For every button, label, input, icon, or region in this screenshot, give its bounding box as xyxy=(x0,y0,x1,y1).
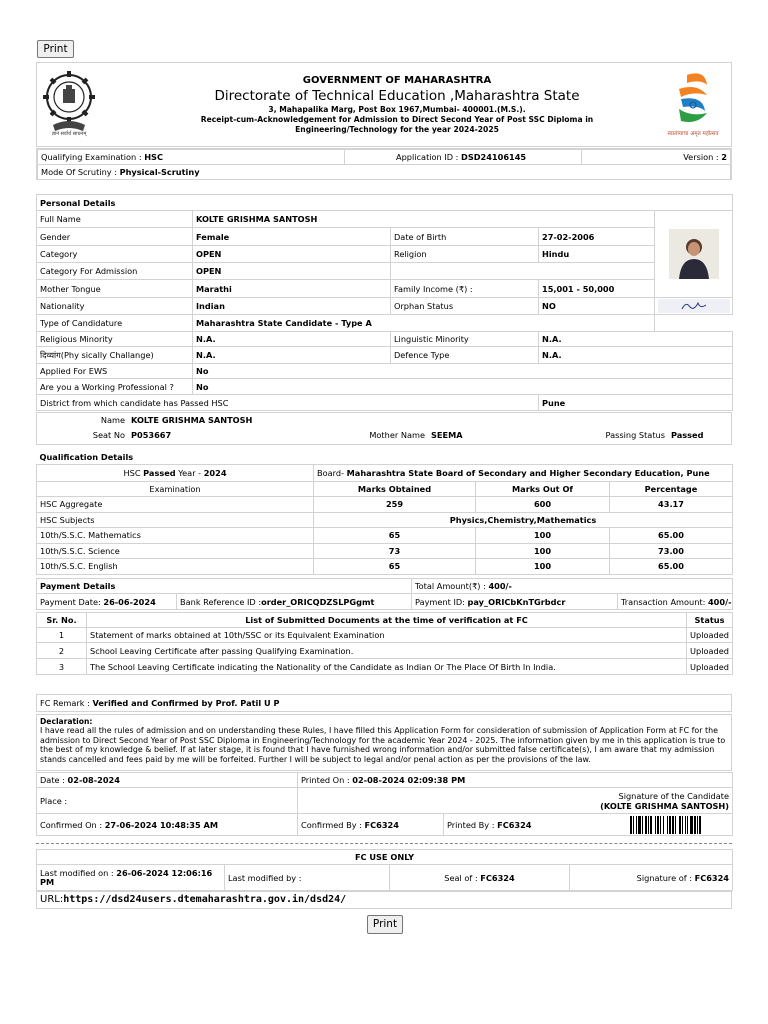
candidate-signature-cell xyxy=(298,788,733,814)
bank-ref-cell xyxy=(177,594,412,610)
barcode-bar xyxy=(645,816,647,834)
confirmed-by-label: Confirmed By : xyxy=(301,819,362,830)
seat-name-label: Name xyxy=(100,414,125,425)
mode-value: Physical-Scrutiny xyxy=(119,167,200,177)
declaration-box xyxy=(36,714,732,771)
district-label: District from which candidate has Passed HSC xyxy=(37,395,539,411)
aggregate-percentage: 43.17 xyxy=(610,496,733,512)
personal-section-title: Personal Details xyxy=(37,195,733,211)
header-gov: GOVERNMENT OF MAHARASHTRA xyxy=(302,75,492,86)
amrit-mahotsav-logo xyxy=(657,65,729,143)
barcode-bar xyxy=(657,816,659,834)
marks-row xyxy=(37,527,733,543)
barcode-bar xyxy=(687,816,688,834)
url-label: URL: xyxy=(40,894,64,905)
marks-out-of: 100 xyxy=(476,527,610,543)
mode-label: Mode Of Scrutiny : xyxy=(41,167,117,177)
barcode-bar xyxy=(697,816,698,834)
marks-percentage: 73.00 xyxy=(610,543,733,558)
header-receipt-line1: Receipt-cum-Acknowledgement for Admission to Direct Second Year of Post SSC Diploma in xyxy=(200,115,594,124)
category-value: OPEN xyxy=(193,246,391,263)
txn-amount-cell xyxy=(618,594,733,610)
document-row xyxy=(37,628,733,643)
document-sr: 1 xyxy=(37,628,87,643)
col-percentage: Percentage xyxy=(610,481,733,496)
barcode-bar xyxy=(690,816,693,834)
document-row xyxy=(37,643,733,659)
payment-date-value: 26-06-2024 xyxy=(103,596,156,607)
dob-value: 27-02-2006 xyxy=(539,228,655,246)
bank-ref-label: Bank Reference ID : xyxy=(180,596,262,607)
payment-date-cell xyxy=(37,594,177,610)
document-status: Uploaded xyxy=(687,643,733,659)
marks-obtained: 73 xyxy=(314,543,476,558)
print-button-top[interactable]: Print xyxy=(37,40,74,58)
date-value: 02-08-2024 xyxy=(67,775,120,785)
version-cell xyxy=(582,150,731,165)
exam-info-box xyxy=(36,148,732,180)
header-box xyxy=(36,62,732,147)
fc-use-title: FC USE ONLY xyxy=(37,850,733,865)
mother-name-label: Mother Name xyxy=(369,430,425,440)
divyang-label: दिव्यांग(Phy sically Challange) xyxy=(37,347,193,364)
full-name-value: KOLTE GRISHMA SANTOSH xyxy=(193,211,655,228)
aggregate-obtained: 259 xyxy=(314,496,476,512)
religion-value: Hindu xyxy=(539,246,655,263)
confirmed-by-value: FC6324 xyxy=(364,819,399,830)
marks-out-of: 100 xyxy=(476,558,610,574)
qual-exam-label: Qualifying Examination : xyxy=(41,152,142,162)
date-label: Date : xyxy=(40,775,65,785)
print-button-bottom[interactable]: Print xyxy=(367,915,403,934)
ling-min-label: Linguistic Minority xyxy=(391,332,539,347)
fc-signature-label: Signature of : xyxy=(636,872,692,883)
barcode-bar xyxy=(633,816,634,834)
cat-adm-value: OPEN xyxy=(193,263,391,280)
barcode-bar xyxy=(638,816,641,834)
fc-use-box xyxy=(36,849,732,891)
payment-id-label: Payment ID: xyxy=(415,596,465,607)
passed-word: Passed xyxy=(143,467,176,478)
seat-box-border xyxy=(36,412,732,445)
empty-cell xyxy=(539,263,655,280)
col-marks-out-of: Marks Out Of xyxy=(476,481,610,496)
declaration-text: I have read all the rules of admission and on understanding these Rules, I have filled this Application Form for consideration of submission of Application Form at FC for the admission to Direct Second Year of Post SSC Diploma in Engineering/Technology for the academic Year 2024 - 2025. The information given by me in this application is true to the best of my knowledge & belief. If at later stage, it is found that I have furnished wrong information and/or submitted false certificate(s), I am aware that my admission stands cancelled and fees paid by me will be forfeited. Further I will be subject to legal and/or penal action as per the provisions of the law. xyxy=(40,726,726,764)
emblem-motto: ज्ञानं सर्वार्थ साधनम् xyxy=(51,131,87,137)
col-examination: Examination xyxy=(37,481,314,496)
txn-amount-value: 400/- xyxy=(707,596,732,607)
confirmed-on-value: 27-06-2024 10:48:35 AM xyxy=(104,819,219,830)
seal-cell xyxy=(390,865,570,891)
fc-signature-cell xyxy=(570,865,733,891)
marks-obtained: 65 xyxy=(314,527,476,543)
document-row xyxy=(37,659,733,675)
payment-section-title: Payment Details xyxy=(37,579,412,594)
col-sr-no: Sr. No. xyxy=(37,613,87,628)
board-cell xyxy=(314,464,733,481)
marks-exam: 10th/S.S.C. English xyxy=(37,558,314,574)
hsc-prefix: HSC xyxy=(123,467,141,478)
txn-amount-label: Transaction Amount: xyxy=(621,596,706,607)
last-modified-on-label: Last modified on : xyxy=(40,867,114,878)
barcode-bar xyxy=(672,816,674,834)
gender-value: Female xyxy=(193,228,391,246)
barcode-bar xyxy=(660,816,661,834)
remark-label: FC Remark : xyxy=(40,698,90,708)
document-name: The School Leaving Certificate indicating the Nationality of the Candidate as Indian Or The Place Of Birth In India. xyxy=(87,659,687,675)
marks-row xyxy=(37,543,733,558)
version-label: Version : xyxy=(683,152,719,162)
printed-by-value: FC6324 xyxy=(497,819,532,830)
barcode-bar xyxy=(669,816,671,834)
hsc-year-cell xyxy=(37,464,314,481)
barcode-bar xyxy=(699,816,701,834)
document-status: Uploaded xyxy=(687,659,733,675)
working-value: No xyxy=(193,379,733,395)
documents-box xyxy=(36,612,732,676)
confirmed-on-cell xyxy=(37,814,298,836)
aggregate-out-of: 600 xyxy=(476,496,610,512)
rel-min-label: Religious Minority xyxy=(37,332,193,347)
ling-min-value: N.A. xyxy=(539,332,733,347)
barcode-bar xyxy=(648,816,649,834)
confirmed-by-cell xyxy=(298,814,444,836)
seal-value: FC6324 xyxy=(480,872,515,883)
personal-details-box xyxy=(36,194,732,411)
seat-name-value: KOLTE GRISHMA SANTOSH xyxy=(131,414,253,425)
qualification-section-title: Qualification Details xyxy=(39,451,134,462)
nationality-label: Nationality xyxy=(37,298,193,315)
col-status: Status xyxy=(687,613,733,628)
qual-exam-cell xyxy=(38,150,345,165)
last-modified-by-label: Last modified by : xyxy=(228,872,302,883)
amrit-tagline: स्वातंत्र्याचा अमृत महोत्सव xyxy=(667,131,719,137)
printed-by-label: Printed By : xyxy=(447,819,495,830)
col-documents: List of Submitted Documents at the time of verification at FC xyxy=(87,613,687,628)
mode-cell xyxy=(38,165,731,180)
remark-box xyxy=(36,694,732,712)
fc-signature-value: FC6324 xyxy=(694,872,729,883)
barcode-bar xyxy=(679,816,681,834)
payment-date-label: Payment Date: xyxy=(40,596,101,607)
candidate-photo xyxy=(669,229,719,279)
app-id-cell xyxy=(345,150,582,165)
printed-by-cell xyxy=(444,814,733,836)
mother-name-value: SEEMA xyxy=(431,430,463,440)
app-id-label: Application ID : xyxy=(396,152,459,162)
income-value: 15,001 - 50,000 xyxy=(539,280,655,298)
marks-row xyxy=(37,558,733,574)
subjects-label: HSC Subjects xyxy=(37,512,314,527)
orphan-label: Orphan Status xyxy=(391,298,539,315)
last-modified-on-cell xyxy=(37,865,225,891)
rel-min-value: N.A. xyxy=(193,332,391,347)
full-name-label: Full Name xyxy=(37,211,193,228)
divyang-value: N.A. xyxy=(193,347,391,364)
document-name: School Leaving Certificate after passing Qualifying Examination. xyxy=(87,643,687,659)
last-modified-on-value: 26-06-2024 12:06:16 PM xyxy=(40,867,213,887)
total-amount-label: Total Amount(₹) : xyxy=(415,581,486,591)
cat-adm-label: Category For Admission xyxy=(37,263,193,280)
subjects-value: Physics,Chemistry,Mathematics xyxy=(314,512,733,527)
header-receipt-line2: Engineering/Technology for the year 2024-2025 xyxy=(295,125,499,134)
document-status: Uploaded xyxy=(687,628,733,643)
signature-cell xyxy=(655,298,733,315)
aggregate-label: HSC Aggregate xyxy=(37,496,314,512)
candidate-signature-name: (KOLTE GRISHMA SANTOSH) xyxy=(600,800,730,811)
board-label: Board- xyxy=(317,467,345,478)
seat-no-label: Seat No xyxy=(92,430,125,440)
year-label: Year - xyxy=(178,467,202,478)
date-cell xyxy=(37,773,298,788)
place-label: Place : xyxy=(40,795,68,806)
district-value: Pune xyxy=(539,395,733,411)
ews-label: Applied For EWS xyxy=(37,364,193,379)
defence-value: N.A. xyxy=(539,347,733,364)
declaration-title: Declaration: xyxy=(40,717,93,726)
bank-ref-value: order_ORICQDZSLPGgmt xyxy=(261,596,375,607)
total-amount-value: 400/- xyxy=(488,581,512,591)
barcode-bar xyxy=(663,816,664,834)
photo-cell xyxy=(655,211,733,298)
mother-tongue-label: Mother Tongue xyxy=(37,280,193,298)
candidate-signature-label: Signature of the Candidate xyxy=(618,790,730,801)
barcode-bar xyxy=(685,816,686,834)
barcode-bar xyxy=(667,816,668,834)
qual-exam-value: HSC xyxy=(144,152,163,162)
income-label: Family Income (₹) : xyxy=(391,280,539,298)
seal-label: Seal of : xyxy=(444,872,478,883)
religion-label: Religion xyxy=(391,246,539,263)
payment-box xyxy=(36,578,732,610)
board-value: Maharashtra State Board of Secondary and Higher Secondary Education, Pune xyxy=(346,467,710,478)
barcode xyxy=(630,816,730,834)
marks-percentage: 65.00 xyxy=(610,558,733,574)
passing-status-value: Passed xyxy=(671,430,704,440)
barcode-bar xyxy=(682,816,683,834)
empty-cell xyxy=(391,263,539,280)
place-cell xyxy=(37,788,298,814)
barcode-bar xyxy=(675,816,676,834)
candidate-signature xyxy=(658,299,730,313)
barcode-bar xyxy=(636,816,637,834)
printed-on-cell xyxy=(298,773,733,788)
orphan-value: NO xyxy=(539,298,655,315)
marks-percentage: 65.00 xyxy=(610,527,733,543)
mother-tongue-value: Marathi xyxy=(193,280,391,298)
candidature-label: Type of Candidature xyxy=(37,315,193,332)
marks-out-of: 100 xyxy=(476,543,610,558)
gender-label: Gender xyxy=(37,228,193,246)
dob-label: Date of Birth xyxy=(391,228,539,246)
document-name: Statement of marks obtained at 10th/SSC or its Equivalent Examination xyxy=(87,628,687,643)
barcode-bar xyxy=(650,816,652,834)
version-value: 2 xyxy=(721,152,727,162)
last-modified-by-cell xyxy=(225,865,390,891)
confirmed-on-label: Confirmed On : xyxy=(40,819,103,830)
barcode-bar xyxy=(694,816,696,834)
document-sr: 3 xyxy=(37,659,87,675)
dte-emblem-logo xyxy=(39,65,99,143)
marks-obtained: 65 xyxy=(314,558,476,574)
url-link[interactable]: https://dsd24users.dtemaharashtra.gov.in/dsd24/ xyxy=(63,894,347,905)
payment-id-cell xyxy=(412,594,618,610)
passing-status-label: Passing Status xyxy=(605,430,665,440)
candidature-value: Maharashtra State Candidate - Type A xyxy=(193,315,655,332)
year-value: 2024 xyxy=(203,467,227,478)
col-marks-obtained: Marks Obtained xyxy=(314,481,476,496)
ews-value: No xyxy=(193,364,733,379)
barcode-bar xyxy=(630,816,632,834)
header-directorate: Directorate of Technical Education ,Maharashtra State xyxy=(214,88,580,104)
url-box xyxy=(36,891,732,909)
nationality-value: Indian xyxy=(193,298,391,315)
barcode-bar xyxy=(642,816,643,834)
app-id-value: DSD24106145 xyxy=(461,152,527,162)
barcode-bar xyxy=(655,816,656,834)
printed-on-value: 02-08-2024 02:09:38 PM xyxy=(352,775,466,785)
qualification-box xyxy=(36,450,732,578)
total-amount-cell xyxy=(412,579,733,594)
document-sr: 2 xyxy=(37,643,87,659)
marks-exam: 10th/S.S.C. Science xyxy=(37,543,314,558)
category-label: Category xyxy=(37,246,193,263)
remark-value: Verified and Confirmed by Prof. Patil U P xyxy=(92,698,280,708)
empty-cell xyxy=(655,315,733,332)
seat-no-value: P053667 xyxy=(131,430,172,440)
header-address: 3, Mahapalika Marg, Post Box 1967,Mumbai- 400001.(M.S.). xyxy=(268,105,526,114)
defence-label: Defence Type xyxy=(391,347,539,364)
marks-exam: 10th/S.S.C. Mathematics xyxy=(37,527,314,543)
payment-id-value: pay_ORICbKnTGrbdcr xyxy=(467,596,566,607)
footer-box xyxy=(36,772,732,838)
working-label: Are you a Working Professional ? xyxy=(37,379,193,395)
printed-on-label: Printed On : xyxy=(301,775,350,785)
dashed-separator xyxy=(36,843,732,844)
